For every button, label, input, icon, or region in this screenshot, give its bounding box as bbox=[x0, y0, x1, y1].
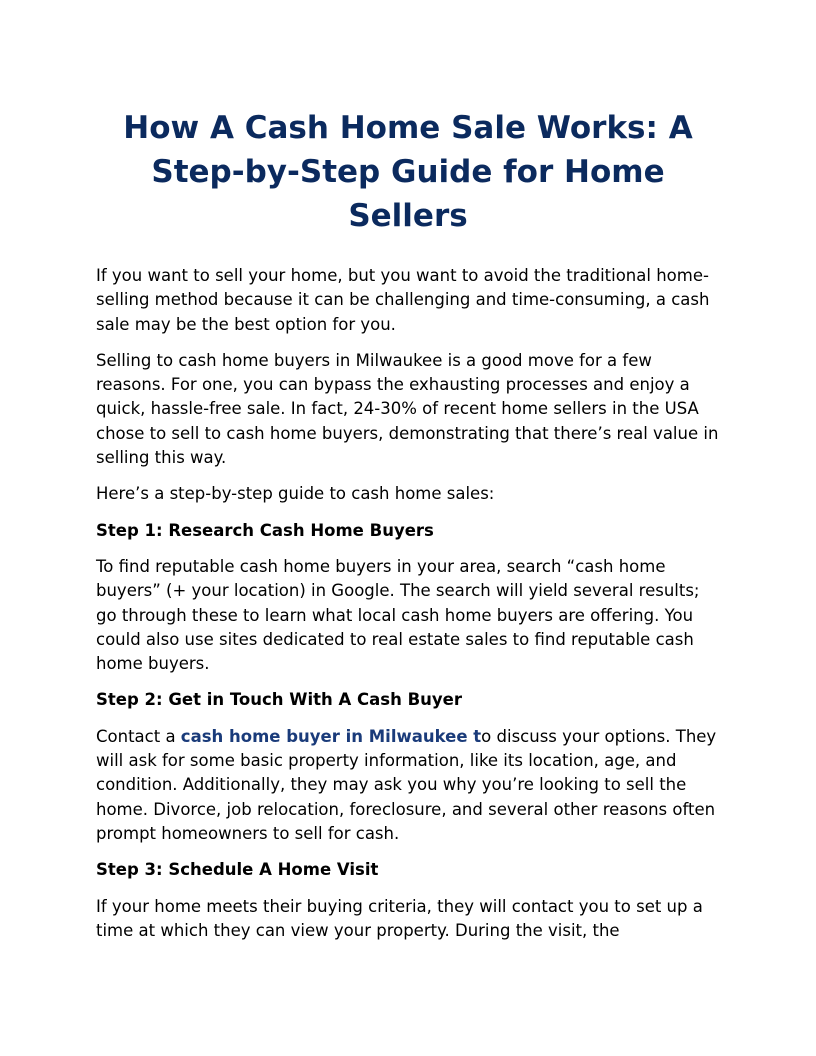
step-1-paragraph: To find reputable cash home buyers in your area, search “cash home buyers” (+ your location) in Google. The search will yield several results; go through these to learn what local cash home buyers are offering. You could also use sites dedicated to real estate sales to find reputable cash home buyers. bbox=[96, 556, 700, 674]
intro-paragraph-1: If you want to sell your home, but you want to avoid the traditional home-selling method because it can be challenging and time-consuming, a cash sale may be the best option for you. bbox=[96, 266, 710, 334]
step-2-text-before: Contact a bbox=[96, 726, 181, 746]
intro-paragraph-3: Here’s a step-by-step guide to cash home sales: bbox=[96, 484, 495, 504]
cash-home-buyer-link[interactable]: cash home buyer in Milwaukee t bbox=[180, 726, 482, 746]
intro-paragraph-2: Selling to cash home buyers in Milwaukee is a good move for a few reasons. For one, you can bypass the exhausting processes and enjoy a quick, hassle-free sale. In fact, 24-30% of recent home sellers in the USA chose to sell to cash home buyers, demonstrating that there’s real value in selling this way. bbox=[96, 350, 719, 468]
step-3-heading: Step 3: Schedule A Home Visit bbox=[96, 860, 379, 880]
step-1-heading: Step 1: Research Cash Home Buyers bbox=[96, 520, 434, 540]
step-3-paragraph: If your home meets their buying criteria, they will contact you to set up a time at which they can view your property. During the visit, the bbox=[96, 896, 703, 940]
step-2-heading: Step 2: Get in Touch With A Cash Buyer bbox=[96, 690, 462, 710]
step-2-text-after: o discuss your options. They will ask for some basic property information, like its location, age, and condition. Additionally, they may ask you why you’re looking to sell the home. Divorce, job relocation, foreclosure, and several other reasons often prompt homeowners to sell for cash. bbox=[96, 726, 717, 843]
page-title: How A Cash Home Sale Works: A Step-by-Step Guide for Home Sellers bbox=[123, 110, 693, 234]
document-page bbox=[96, 106, 720, 955]
step-2-paragraph bbox=[96, 725, 720, 846]
